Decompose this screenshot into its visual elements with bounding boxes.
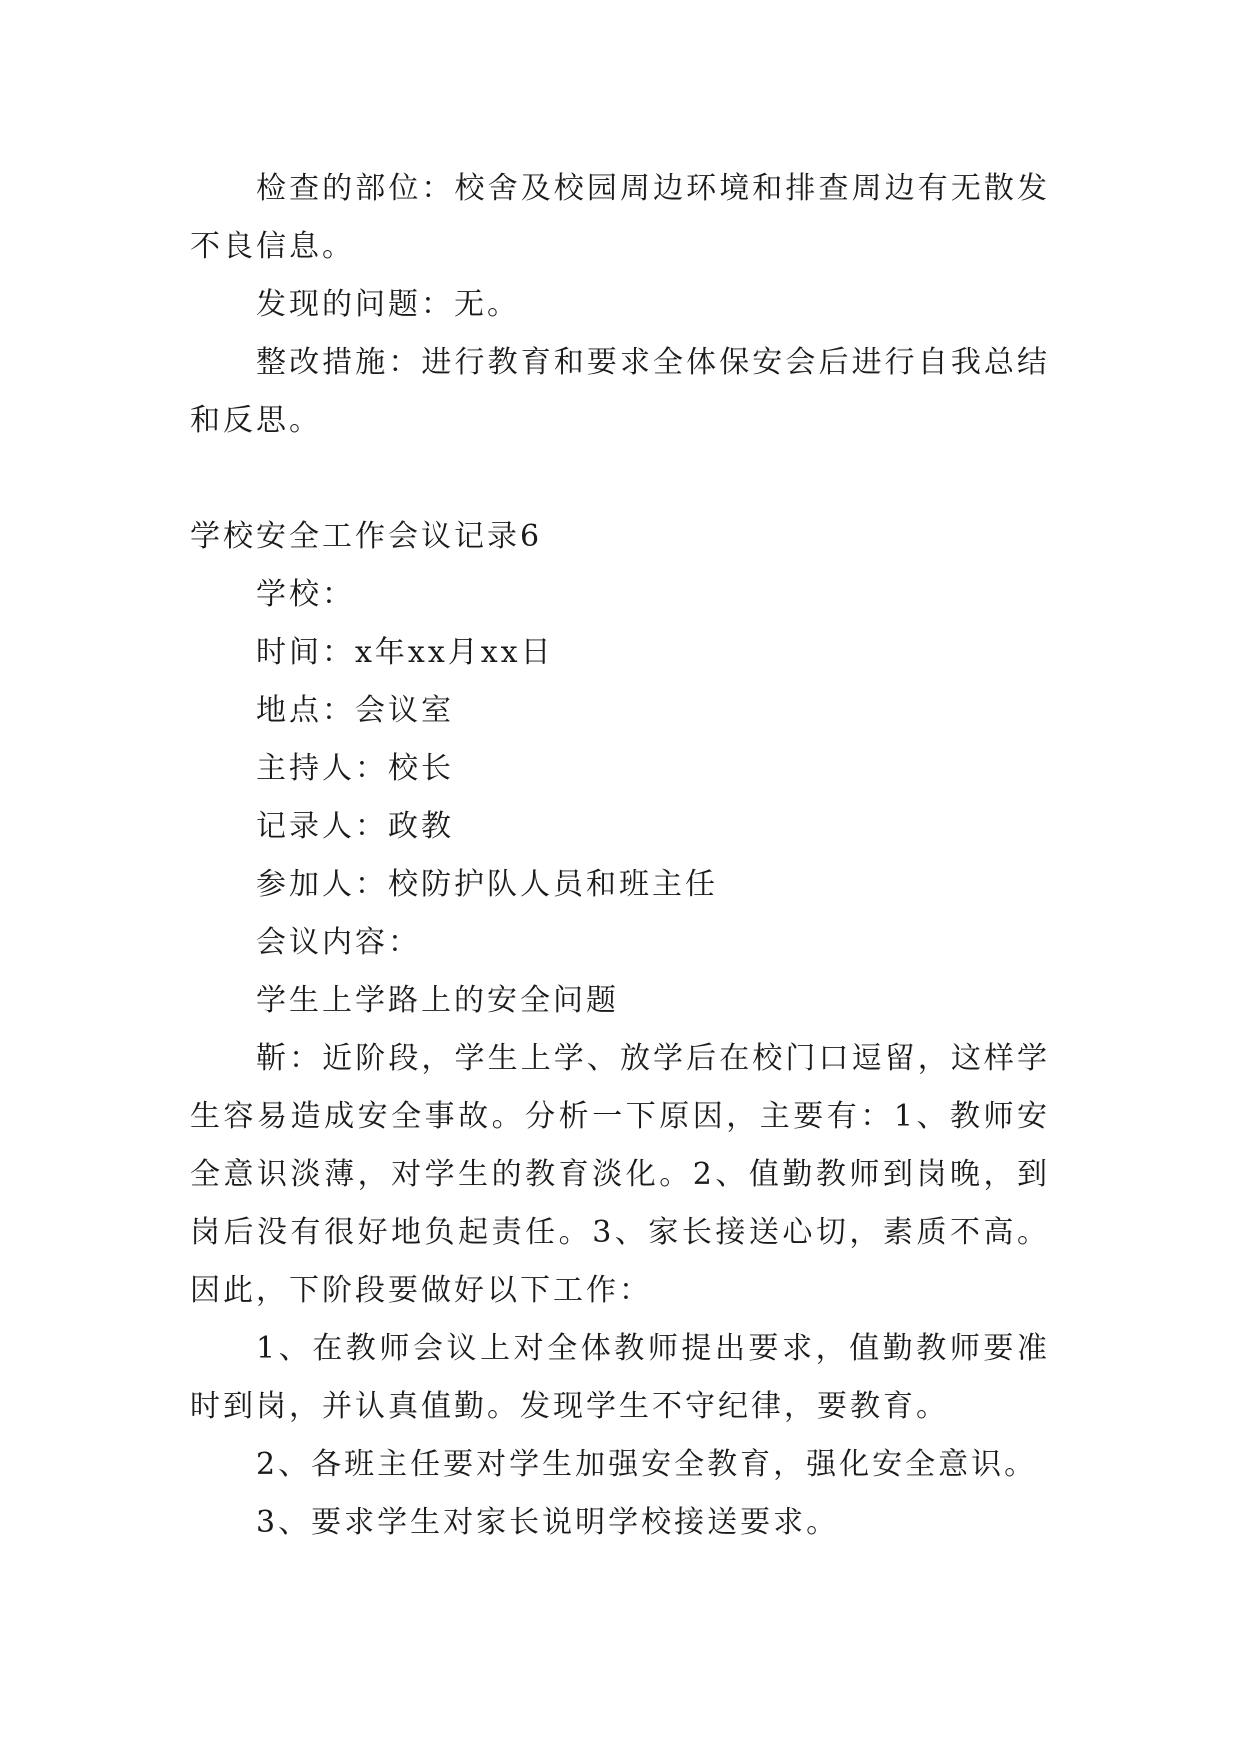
section-title: 学校安全工作会议记录6 (190, 519, 543, 554)
section-spacer (190, 450, 1050, 508)
paragraph-issues-found: 发现的问题：无。 (256, 287, 520, 322)
list-item-1: 1、在教师会议上对全体教师提出要求，值勤教师要准时到岗，并认真值勤。发现学生不守纪律，要教育。 (190, 1331, 1050, 1424)
paragraph-corrective-measures: 整改措施：进行教育和要求全体保安会后进行自我总结和反思。 (190, 345, 1050, 438)
field-meeting-content: 会议内容： (256, 925, 421, 960)
field-location: 地点：会议室 (256, 693, 454, 728)
field-attendees: 参加人：校防护队人员和班主任 (256, 867, 718, 902)
field-school: 学校： (256, 577, 355, 612)
list-item-3: 3、要求学生对家长说明学校接送要求。 (256, 1505, 840, 1540)
paragraph-inspection-area: 检查的部位：校舍及校园周边环境和排查周边有无散发不良信息。 (190, 171, 1050, 264)
paragraph-analysis: 靳：近阶段，学生上学、放学后在校门口逗留，这样学生容易造成安全事故。分析一下原因，主要有：1、教师安全意识淡薄，对学生的教育淡化。2、值勤教师到岗晚，到岗后没有很好地负起责任。3、家长接送心切，素质不高。因此，下阶段要做好以下工作： (190, 1041, 1050, 1308)
field-time: 时间：x年xx月xx日 (256, 635, 554, 670)
field-recorder: 记录人：政教 (256, 809, 454, 844)
document-body (190, 160, 1050, 1552)
topic-heading: 学生上学路上的安全问题 (256, 983, 619, 1018)
list-item-2: 2、各班主任要对学生加强安全教育，强化安全意识。 (256, 1447, 1038, 1482)
field-host: 主持人：校长 (256, 751, 454, 786)
